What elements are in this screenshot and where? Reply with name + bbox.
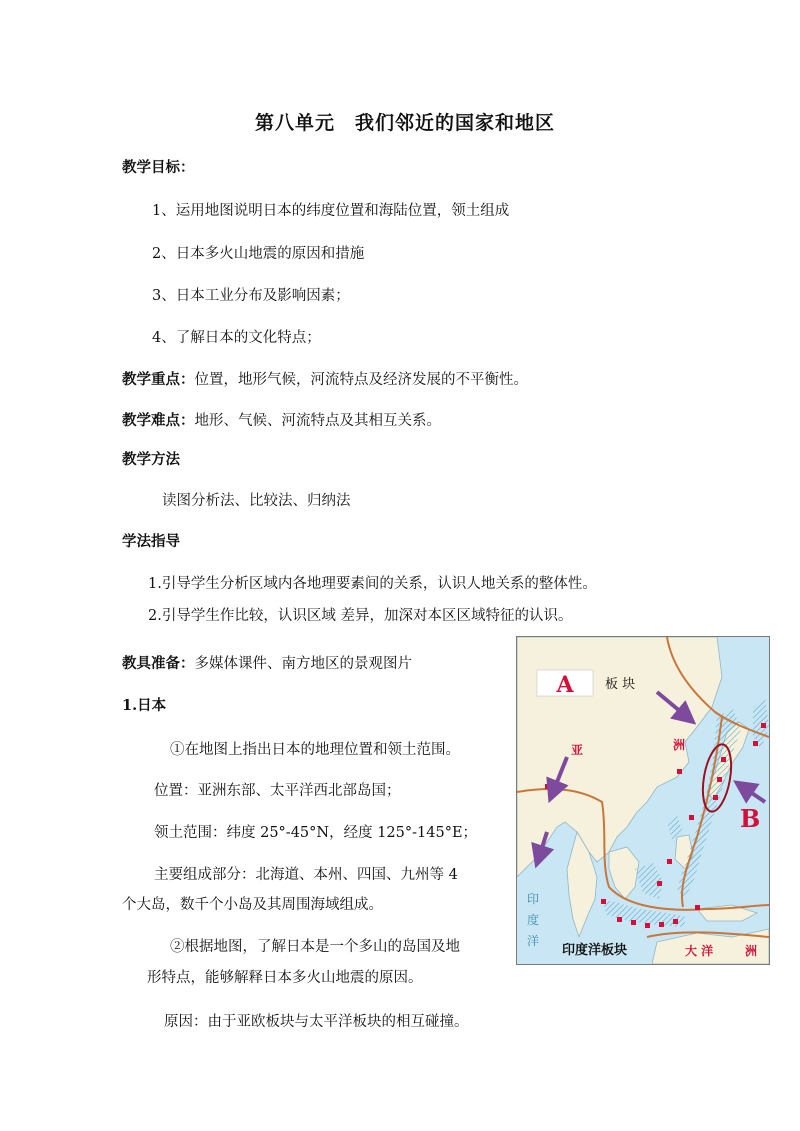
- item-2-line-2: 形特点，能够解释日本多火山地震的原因。: [147, 970, 423, 986]
- key-points-text: 位置，地形气候，河流特点及经济发展的不平衡性。: [194, 372, 528, 388]
- prep-label: 教具准备：: [122, 655, 195, 672]
- reason-text: 原因：由于亚欧板块与太平洋板块的相互碰撞。: [164, 1014, 469, 1030]
- label-a: A: [556, 672, 574, 698]
- methods-text: 读图分析法、比较法、归纳法: [162, 493, 351, 509]
- goal-item: 1、运用地图说明日本的纬度位置和海陆位置，领土组成: [152, 203, 510, 219]
- item-1: ①在地图上指出日本的地理位置和领土范围。: [170, 742, 460, 758]
- guidance-heading: 学法指导: [122, 533, 180, 550]
- goal-item: 2、日本多火山地震的原因和措施: [152, 246, 365, 262]
- composition-line-2: 个大岛，数千个小岛及其周围海域组成。: [122, 897, 383, 913]
- label-yin: 印: [527, 892, 540, 906]
- label-plate: 板 块: [605, 677, 636, 692]
- difficulties: [122, 409, 441, 430]
- label-du: 度: [527, 913, 540, 927]
- section-heading: 1.日本: [122, 697, 167, 714]
- page-title: 第八单元 我们邻近的国家和地区: [255, 112, 556, 134]
- label-b: B: [740, 804, 761, 833]
- composition-line-1: 主要组成部分：北海道、本州、四国、九州等 4: [154, 867, 458, 883]
- key-points: [122, 368, 528, 389]
- label-ya: 亚: [571, 743, 584, 757]
- guidance-item: 1.引导学生分析区域内各地理要素间的关系，认识人地关系的整体性。: [148, 576, 597, 592]
- position-text: 位置：亚洲东部、太平洋西北部岛国；: [154, 783, 401, 799]
- goals-heading: 教学目标：: [122, 159, 195, 176]
- goal-item: 4、了解日本的文化特点；: [152, 330, 321, 346]
- prep: [122, 652, 412, 673]
- label-dayang: 大 洋: [685, 944, 714, 958]
- plate-map: [516, 636, 770, 965]
- territory-text: 领土范围：纬度 25°-45°N，经度 125°-145°E；: [154, 825, 478, 841]
- goal-item: 3、日本工业分布及影响因素；: [152, 288, 350, 304]
- difficulties-text: 地形、气候、河流特点及其相互关系。: [194, 413, 441, 429]
- guidance-item: 2.引导学生作比较，认识区域 差异，加深对本区区域特征的认识。: [148, 608, 573, 624]
- key-points-label: 教学重点：: [122, 371, 195, 388]
- item-2-line-1: ②根据地图，了解日本是一个多山的岛国及地: [170, 939, 460, 955]
- label-zhou2: 洲: [745, 944, 758, 958]
- label-zhou: 洲: [673, 738, 686, 752]
- methods-heading: 教学方法: [122, 451, 180, 468]
- label-yang: 洋: [527, 934, 540, 948]
- plate-map-svg: [517, 637, 769, 964]
- label-indian-plate: 印度洋板块: [562, 943, 628, 958]
- difficulties-label: 教学难点：: [122, 412, 195, 429]
- prep-text: 多媒体课件、南方地区的景观图片: [194, 656, 412, 672]
